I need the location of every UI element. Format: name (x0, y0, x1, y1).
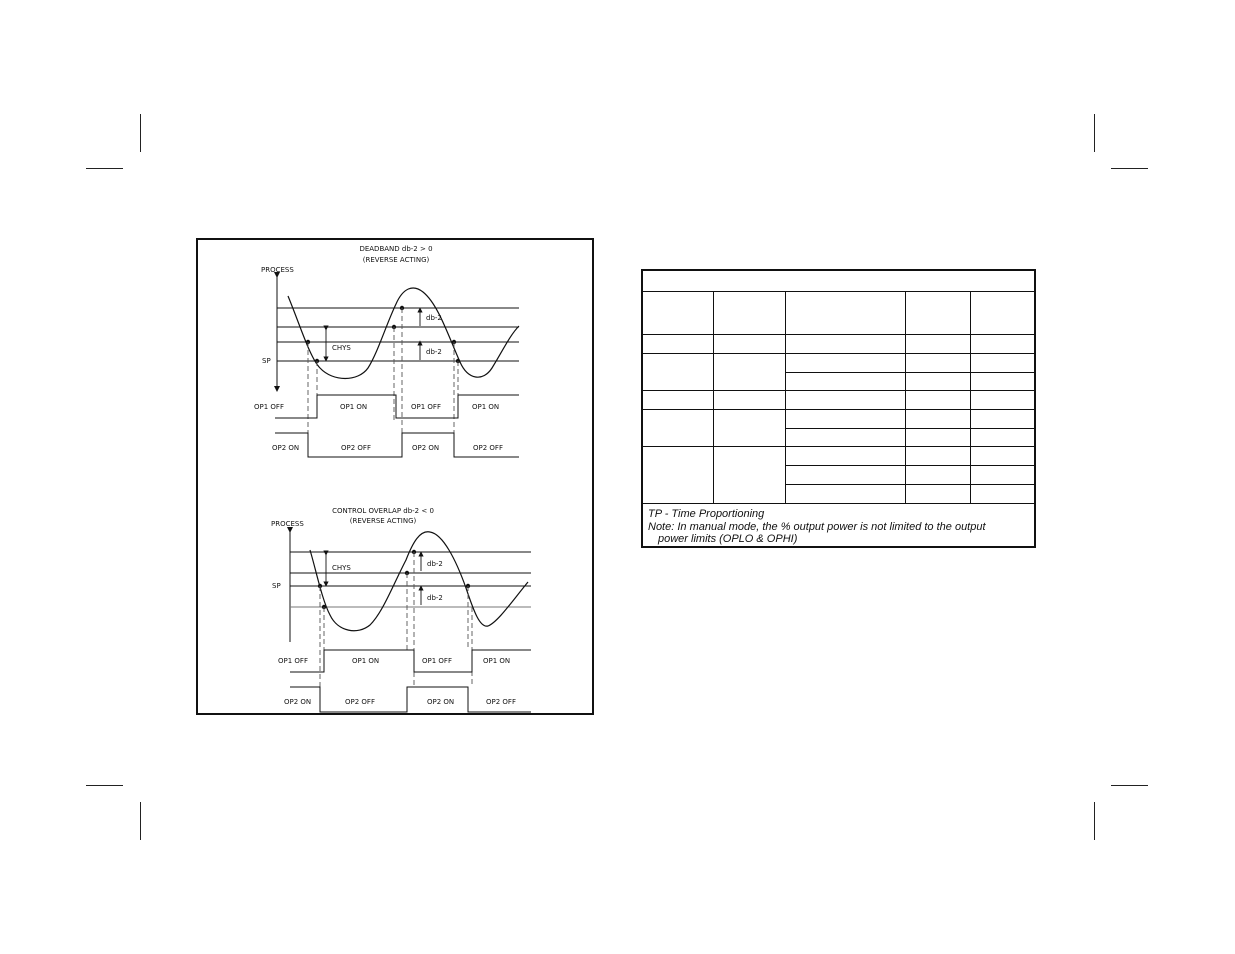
overlap-process-curve (310, 532, 528, 631)
table-row-divider (785, 465, 1034, 466)
deadband-sp-label: SP (262, 357, 271, 365)
overlap-op2-state: OP2 ON (427, 698, 455, 706)
deadband-title-line2: (REVERSE ACTING) (362, 256, 430, 264)
overlap-op2-state: OP2 OFF (486, 698, 516, 706)
overlap-diagram (271, 507, 531, 712)
overlap-chys-label: CHYS (332, 564, 351, 572)
overlap-op1-state: OP1 ON (352, 657, 380, 665)
table-row-divider (643, 446, 1034, 447)
deadband-db2-upper-label: db-2 (426, 314, 442, 322)
table-note-manual-mode-cont: power limits (OPLO & OPHI) (658, 533, 798, 545)
crop-mark-bottom-left-vertical (140, 802, 141, 840)
overlap-op1-state: OP1 OFF (422, 657, 452, 665)
deadband-op2-state: OP2 ON (412, 444, 440, 452)
overlap-projection-lines (320, 552, 472, 687)
overlap-title-line1: CONTROL OVERLAP db-2 < 0 (332, 507, 434, 515)
table-row-divider (785, 372, 1034, 373)
timing-diagrams-svg (198, 240, 596, 717)
crop-mark-top-right-horizontal (1111, 168, 1148, 169)
timing-diagram-figure (196, 238, 594, 715)
overlap-process-label: PROCESS (271, 520, 304, 528)
crop-mark-bottom-right-vertical (1094, 802, 1095, 840)
overlap-sp-label: SP (272, 582, 281, 590)
table-row-divider (643, 390, 1034, 391)
crop-mark-top-left-horizontal (86, 168, 123, 169)
crop-mark-top-right-vertical (1094, 114, 1095, 152)
table-row-divider (643, 409, 1034, 410)
overlap-title-line2: (REVERSE ACTING) (349, 517, 417, 525)
deadband-chys-label: CHYS (332, 344, 351, 352)
table-note-tp: TP - Time Proportioning (648, 508, 765, 520)
table-column-divider (785, 292, 786, 503)
table-column-divider (713, 292, 714, 503)
deadband-op2-state: OP2 OFF (341, 444, 371, 452)
deadband-title-line1: DEADBAND db-2 > 0 (359, 245, 433, 253)
table-row-divider (785, 428, 1034, 429)
crop-mark-bottom-right-horizontal (1111, 785, 1148, 786)
deadband-op2-state: OP2 OFF (473, 444, 503, 452)
overlap-op2-state: OP2 OFF (345, 698, 375, 706)
overlap-op2-state: OP2 ON (284, 698, 312, 706)
deadband-diagram (254, 245, 519, 457)
deadband-op1-state: OP1 ON (340, 403, 368, 411)
deadband-db2-lower-label: db-2 (426, 348, 442, 356)
deadband-op1-state: OP1 OFF (411, 403, 441, 411)
table-body-bottom (643, 503, 1034, 504)
deadband-op1-state: OP1 ON (472, 403, 500, 411)
overlap-db2-lower-label: db-2 (427, 594, 443, 602)
crop-mark-bottom-left-horizontal (86, 785, 123, 786)
deadband-process-curve (288, 288, 519, 379)
table-row-divider (785, 484, 1034, 485)
table-column-divider (970, 292, 971, 503)
table-row-divider (643, 353, 1034, 354)
deadband-op2-state: OP2 ON (272, 444, 300, 452)
table-column-divider (905, 292, 906, 503)
table-title-row (643, 271, 1034, 292)
overlap-op1-state: OP1 OFF (278, 657, 308, 665)
table-notes (648, 508, 1028, 546)
deadband-process-label: PROCESS (261, 266, 294, 274)
deadband-op1-state: OP1 OFF (254, 403, 284, 411)
overlap-db2-upper-label: db-2 (427, 560, 443, 568)
output-power-table (641, 269, 1036, 548)
table-header-divider (643, 334, 1034, 335)
table-note-manual-mode: Note: In manual mode, the % output power is not limited to the output (648, 520, 986, 533)
overlap-op1-state: OP1 ON (483, 657, 511, 665)
crop-mark-top-left-vertical (140, 114, 141, 152)
